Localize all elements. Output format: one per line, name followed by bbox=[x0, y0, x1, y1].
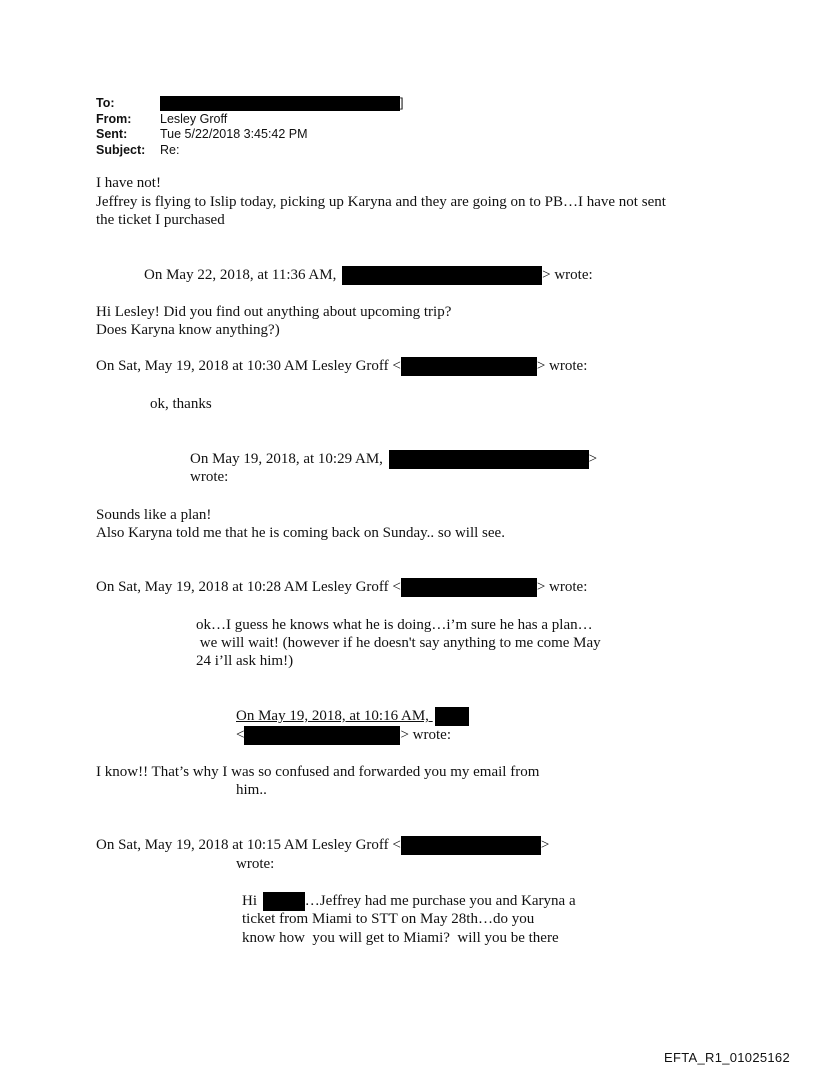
quote-line: Also Karyna told me that he is coming back on Sunday.. so will see. bbox=[96, 525, 505, 541]
sent-label: Sent: bbox=[96, 127, 128, 141]
redaction-bar bbox=[244, 726, 400, 745]
quote-line: Hi Lesley! Did you find out anything about upcoming trip? bbox=[96, 304, 452, 320]
quote-header-tail: > bbox=[588, 451, 598, 467]
quote-header-wrap bbox=[236, 726, 451, 745]
to-label: To: bbox=[96, 96, 115, 110]
quote-header-text: On Sat, May 19, 2018 at 10:28 AM Lesley Groff < bbox=[96, 579, 401, 595]
quote-line: ticket from Miami to STT on May 28th…do you bbox=[242, 911, 535, 927]
redaction-bar bbox=[263, 892, 305, 911]
redaction-bar bbox=[342, 266, 542, 285]
redaction-bar bbox=[160, 96, 400, 111]
quote-header bbox=[96, 578, 587, 597]
quote-header-text: On May 19, 2018, at 10:29 AM, bbox=[190, 451, 383, 467]
quote-line-text: …Jeffrey had me purchase you and Karyna a bbox=[304, 893, 576, 909]
quote-header bbox=[96, 836, 549, 855]
quote-header-bracket: < bbox=[236, 727, 245, 743]
from-label: From: bbox=[96, 111, 132, 126]
quote-header-tail: > wrote: bbox=[542, 267, 593, 283]
quote-header bbox=[144, 266, 593, 285]
quote-line: Sounds like a plan! bbox=[96, 507, 212, 523]
reply-line: I have not! bbox=[96, 175, 161, 191]
quote-header-wrap: wrote: bbox=[190, 469, 229, 485]
redaction-bar bbox=[401, 836, 541, 855]
quote-header-tail: > bbox=[540, 837, 550, 853]
quote-header-text: On Sat, May 19, 2018 at 10:30 AM Lesley Groff < bbox=[96, 358, 401, 374]
to-bracket: ] bbox=[400, 96, 404, 110]
reply-line: the ticket I purchased bbox=[96, 212, 225, 228]
subject-value: Re: bbox=[160, 142, 180, 157]
document-id: EFTA_R1_01025162 bbox=[664, 1050, 790, 1065]
to-value bbox=[160, 96, 403, 112]
quote-header-text: On May 19, 2018, at 10:16 AM, bbox=[236, 708, 429, 724]
redaction-bar bbox=[401, 357, 537, 376]
quote-header-wrap: wrote: bbox=[236, 856, 275, 872]
quote-header bbox=[190, 450, 597, 469]
greeting: Hi bbox=[242, 893, 257, 909]
quote-header-tail: > wrote: bbox=[536, 358, 588, 374]
quote-line: know how you will get to Miami? will you be there bbox=[242, 930, 559, 946]
reply-line: Jeffrey is flying to Islip today, picking up Karyna and they are going on to PB…I have not sent bbox=[96, 194, 666, 210]
quote-header-tail: > wrote: bbox=[536, 579, 588, 595]
quote-header-text: On May 22, 2018, at 11:36 AM, bbox=[144, 267, 337, 283]
quote-line: ok…I guess he knows what he is doing…i’m sure he has a plan… bbox=[196, 617, 593, 633]
quote-line: 24 i’ll ask him!) bbox=[196, 653, 294, 669]
sent-value: Tue 5/22/2018 3:45:42 PM bbox=[160, 127, 308, 141]
from-value: Lesley Groff bbox=[160, 111, 228, 126]
quote-line: ok, thanks bbox=[150, 396, 212, 412]
redaction-bar bbox=[435, 707, 469, 726]
quote-header bbox=[236, 707, 469, 726]
quote-line: I know!! That’s why I was so confused and forwarded you my email from bbox=[96, 764, 540, 780]
subject-label: Subject: bbox=[96, 142, 146, 157]
redaction-bar bbox=[401, 578, 537, 597]
quote-line: we will wait! (however if he doesn't say anything to me come May bbox=[196, 635, 601, 651]
quote-header-tail: > wrote: bbox=[400, 727, 451, 743]
quote-line: Does Karyna know anything?) bbox=[96, 322, 280, 338]
quote-header-text: On Sat, May 19, 2018 at 10:15 AM Lesley Groff < bbox=[96, 837, 401, 853]
quote-line bbox=[242, 892, 576, 911]
redaction-bar bbox=[389, 450, 589, 469]
quote-header bbox=[96, 357, 587, 376]
quote-line: him.. bbox=[236, 782, 267, 798]
